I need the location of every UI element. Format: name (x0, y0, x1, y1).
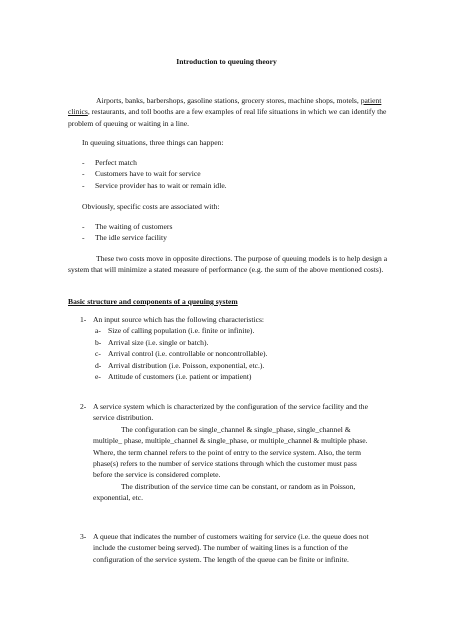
configuration-paragraph: The configuration can be single_channel & single_phase, single_channel & multiple_ phase, multiple_channel & single_phase, or multiple_channel & multiple phase. Where, the term channel refers to the point of entry to the service system. Also, the term phase(s) refers to the number of service stations through which the customer must pass before the service is considered complete. (93, 424, 368, 480)
list-item: d- Arrival distribution (i.e. Poisson, exponential, etc.). (95, 360, 265, 370)
list-item: e- Attitude of customers (i.e. patient or impatient) (95, 372, 252, 382)
intro-text-2: , restaurants, and toll booths are a few examples of real life situations in which we can identify the problem of queuing or waiting in a line. (68, 107, 387, 128)
list-item: - The idle service facility (82, 233, 167, 243)
list-item: - Perfect match (82, 158, 137, 167)
distribution-paragraph: The distribution of the service time can be constant, or random as in Poisson, exponential, etc. (93, 481, 356, 503)
list-item: - Customers have to wait for service (82, 169, 201, 179)
item-1-head: 1- An input source which has the following characteristics: (80, 315, 265, 324)
item-2-body (80, 424, 374, 504)
costs-intro: Obviously, specific costs are associated with: (82, 202, 220, 211)
costs-paragraph: These two costs move in opposite directions. The purpose of queuing models is to help design a system that will minimize a stated measure of performance (e.g. the sum of the above mentioned costs). (68, 254, 388, 275)
numbered-item-1 (80, 314, 390, 382)
list-item: a- Size of calling population (i.e. finite or infinite). (95, 326, 255, 336)
list-item: c- Arrival control (i.e. controllable or noncontrollable). (95, 349, 268, 359)
costs-list (82, 221, 382, 244)
item-3-head: 3- A queue that indicates the number of customers waiting for service (i.e. the queue does not include the customer being served). The number of waiting lines is a function of the configuration of the service system. The length of the queue can be finite or infinite. (80, 532, 369, 564)
document-title: Introduction to queuing theory (176, 57, 277, 66)
item-2-head: 2- A service system which is characterized by the configuration of the service facility and the service distribution. (80, 402, 368, 423)
list-item: - Service provider has to wait or remain idle. (82, 180, 227, 190)
patient-clinics-text: patient clinics (68, 96, 382, 117)
intro-text-1: Airports, banks, barbershops, gasoline stations, grocery stores, machine shops, motels, (96, 96, 361, 105)
queuing-situations-intro: In queuing situations, three things can happen: (82, 138, 224, 147)
list-item: - The waiting of customers (82, 222, 173, 231)
situations-list (82, 157, 382, 191)
list-item: b- Arrival size (i.e. single or batch). (95, 337, 209, 347)
numbered-item-3 (80, 531, 382, 565)
section-heading: Basic structure and components of a queuing system (68, 297, 238, 306)
characteristics-list (80, 325, 390, 382)
intro-paragraph (68, 95, 388, 129)
numbered-item-2 (80, 401, 374, 504)
